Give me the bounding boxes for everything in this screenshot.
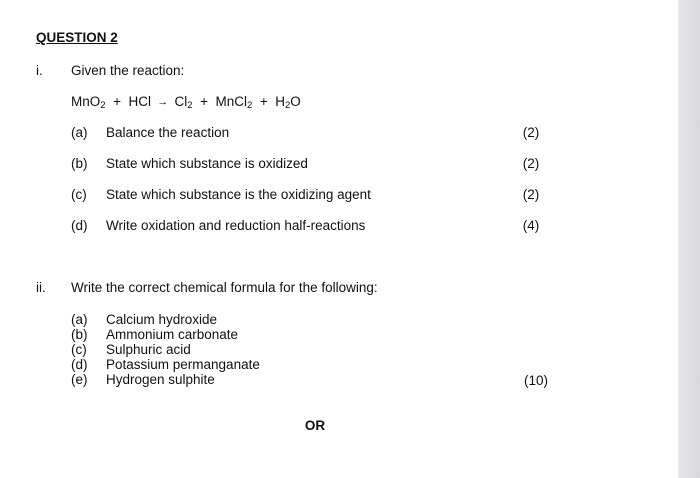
- plus-sign: +: [113, 94, 121, 109]
- item-text: Balance the reaction: [106, 125, 230, 140]
- item-marks: (2): [522, 156, 540, 171]
- product-h2o: $H_2O$: [275, 94, 301, 111]
- plus-sign: +: [200, 94, 208, 109]
- item-text: State which substance is the oxidizing agent: [106, 187, 371, 202]
- item-label: (d): [71, 218, 88, 233]
- item-text: Calcium hydroxide: [106, 312, 218, 327]
- item-label: (d): [71, 357, 88, 372]
- item-text: Potassium permanganate: [106, 357, 260, 372]
- item-marks: (4): [522, 218, 540, 233]
- item-text: Write oxidation and reduction half-reactions: [106, 218, 366, 233]
- product-mncl2: MnCl$_2$: [215, 94, 253, 111]
- or-divider: OR: [304, 418, 326, 433]
- question-title: QUESTION 2: [36, 30, 118, 45]
- part-ii-numeral: ii.: [36, 280, 46, 295]
- part-ii-stem: Write the correct chemical formula for the following:: [71, 280, 378, 295]
- part-ii-marks: (10): [523, 373, 548, 388]
- item-text: Ammonium carbonate: [106, 327, 239, 342]
- page-edge-shadow: [678, 0, 700, 478]
- reaction-arrow-icon: →: [157, 96, 169, 108]
- item-marks: (2): [522, 125, 540, 140]
- product-cl2: $Cl_2$: [174, 94, 193, 111]
- item-label: (e): [71, 372, 88, 387]
- item-label: (a): [71, 312, 88, 327]
- reactant-mno2: MnO$_2$: [71, 94, 106, 111]
- item-label: (c): [71, 342, 87, 357]
- item-text: Sulphuric acid: [106, 342, 191, 357]
- item-label: (c): [71, 187, 87, 202]
- part-i-numeral: i.: [36, 63, 43, 78]
- item-marks: (2): [522, 187, 540, 202]
- item-label: (b): [71, 327, 88, 342]
- item-label: (a): [71, 125, 88, 140]
- item-text: Hydrogen sulphite: [106, 372, 215, 387]
- reactant-hcl: HCl: [128, 94, 151, 109]
- item-text: State which substance is oxidized: [106, 156, 308, 171]
- plus-sign: +: [259, 94, 268, 109]
- reaction-equation: [71, 94, 301, 110]
- part-i-stem: Given the reaction:: [71, 63, 185, 78]
- item-label: (b): [71, 156, 88, 171]
